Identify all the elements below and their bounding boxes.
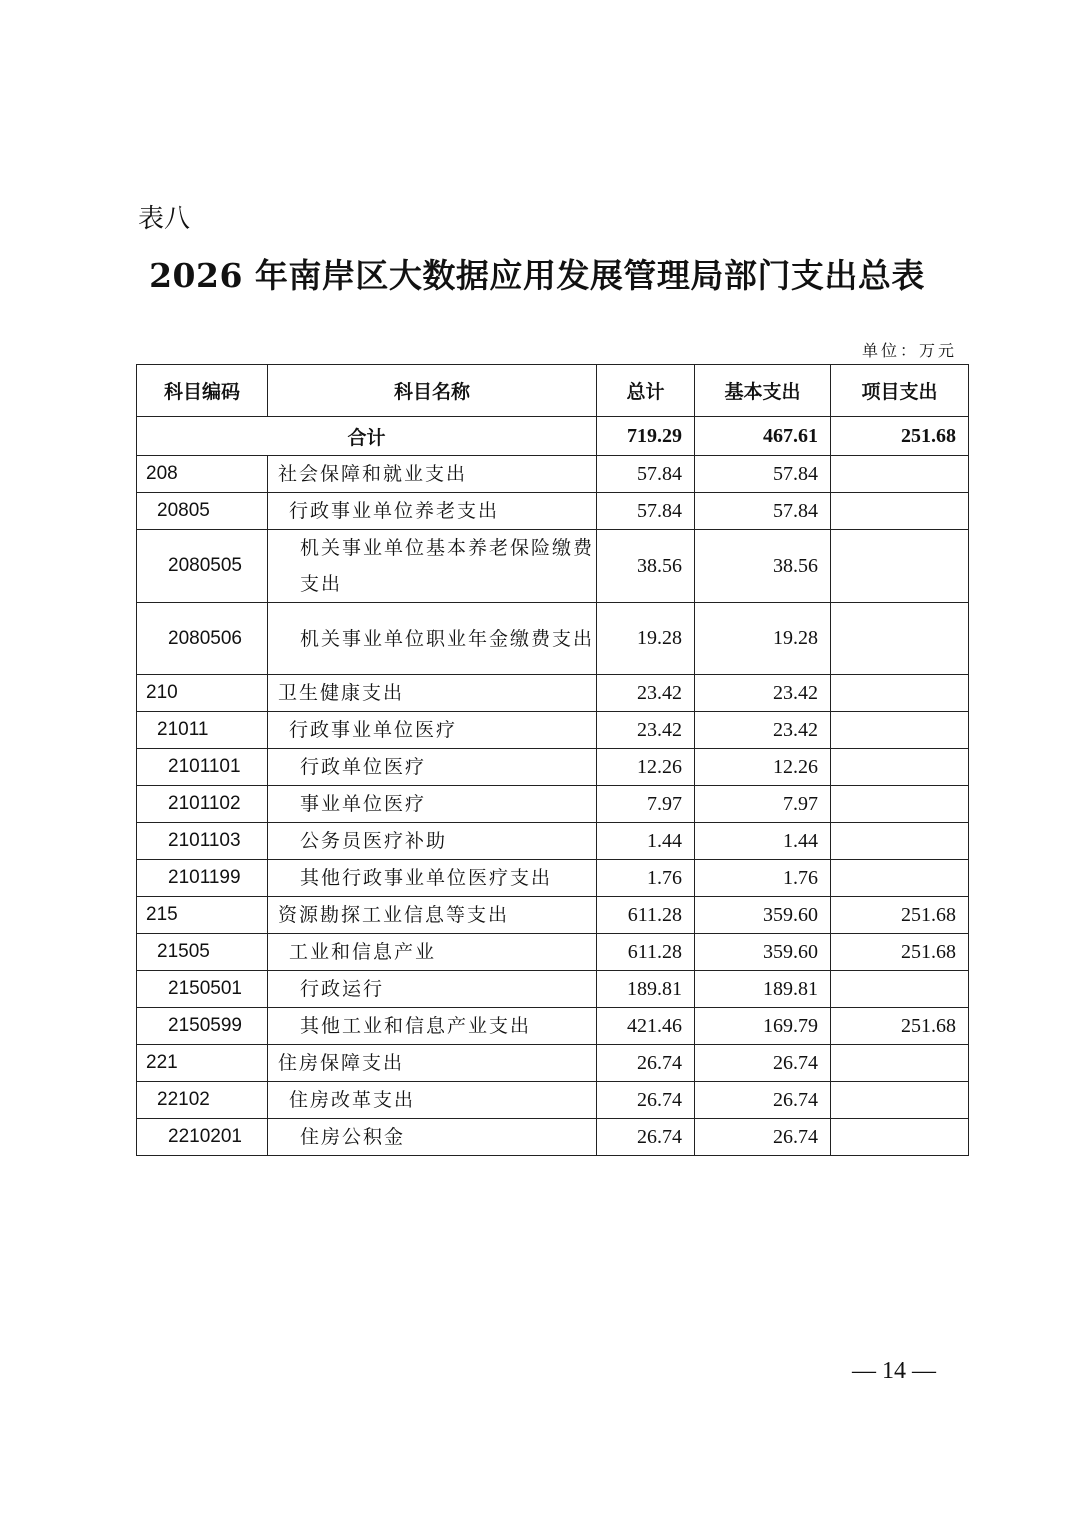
row-name: 公务员医疗补助	[268, 823, 597, 860]
row-basic: 23.42	[695, 712, 831, 749]
row-basic: 19.28	[695, 603, 831, 675]
row-code: 2080506	[137, 603, 268, 675]
header-name: 科目名称	[268, 365, 597, 417]
total-row	[137, 417, 969, 456]
row-name: 机关事业单位职业年金缴费支出	[268, 603, 597, 675]
row-project: 251.68	[831, 897, 969, 934]
row-total: 19.28	[597, 603, 695, 675]
row-project	[831, 786, 969, 823]
row-project	[831, 1082, 969, 1119]
header-total: 总计	[597, 365, 695, 417]
total-total: 719.29	[597, 417, 695, 456]
table-row	[137, 897, 969, 934]
row-total: 1.76	[597, 860, 695, 897]
row-basic: 23.42	[695, 675, 831, 712]
total-project: 251.68	[831, 417, 969, 456]
row-basic: 12.26	[695, 749, 831, 786]
header-project: 项目支出	[831, 365, 969, 417]
row-basic: 1.76	[695, 860, 831, 897]
row-name: 住房改革支出	[268, 1082, 597, 1119]
row-total: 611.28	[597, 934, 695, 971]
table-row	[137, 456, 969, 493]
row-code: 21011	[137, 712, 268, 749]
row-total: 611.28	[597, 897, 695, 934]
page-title: 2026 年南岸区大数据应用发展管理局部门支出总表	[149, 256, 925, 295]
row-basic: 7.97	[695, 786, 831, 823]
row-name: 行政事业单位医疗	[268, 712, 597, 749]
table-row	[137, 1082, 969, 1119]
row-code: 210	[137, 675, 268, 712]
table-row	[137, 971, 969, 1008]
row-code: 208	[137, 456, 268, 493]
row-code: 2101101	[137, 749, 268, 786]
row-name: 其他行政事业单位医疗支出	[268, 860, 597, 897]
table-header-row	[137, 365, 969, 417]
row-project	[831, 1045, 969, 1082]
table-row	[137, 823, 969, 860]
row-basic: 57.84	[695, 456, 831, 493]
row-code: 2150599	[137, 1008, 268, 1045]
row-basic: 57.84	[695, 493, 831, 530]
row-code: 21505	[137, 934, 268, 971]
row-project	[831, 823, 969, 860]
table-body	[137, 417, 969, 1156]
row-total: 23.42	[597, 675, 695, 712]
row-project	[831, 712, 969, 749]
table-row	[137, 1045, 969, 1082]
row-project	[831, 971, 969, 1008]
row-total: 26.74	[597, 1045, 695, 1082]
row-code: 2101102	[137, 786, 268, 823]
row-code: 221	[137, 1045, 268, 1082]
row-code: 22102	[137, 1082, 268, 1119]
row-code: 215	[137, 897, 268, 934]
row-basic: 26.74	[695, 1045, 831, 1082]
page-number-text: — 14 —	[852, 1358, 936, 1384]
row-name: 其他工业和信息产业支出	[268, 1008, 597, 1045]
row-name: 工业和信息产业	[268, 934, 597, 971]
row-project	[831, 493, 969, 530]
row-project	[831, 1119, 969, 1156]
row-name: 事业单位医疗	[268, 786, 597, 823]
row-total: 38.56	[597, 530, 695, 603]
row-total: 1.44	[597, 823, 695, 860]
row-project: 251.68	[831, 1008, 969, 1045]
row-project	[831, 860, 969, 897]
table-row	[137, 712, 969, 749]
row-name: 机关事业单位基本养老保险缴费支出	[268, 530, 597, 603]
row-basic: 359.60	[695, 934, 831, 971]
row-project	[831, 530, 969, 603]
row-total: 57.84	[597, 493, 695, 530]
table-row	[137, 493, 969, 530]
row-project	[831, 675, 969, 712]
row-name: 住房公积金	[268, 1119, 597, 1156]
row-basic: 26.74	[695, 1082, 831, 1119]
row-project	[831, 603, 969, 675]
table-row	[137, 860, 969, 897]
page-number	[0, 1358, 1074, 1385]
row-basic: 26.74	[695, 1119, 831, 1156]
row-code: 2210201	[137, 1119, 268, 1156]
row-name: 社会保障和就业支出	[268, 456, 597, 493]
total-basic: 467.61	[695, 417, 831, 456]
row-project: 251.68	[831, 934, 969, 971]
row-total: 12.26	[597, 749, 695, 786]
row-total: 7.97	[597, 786, 695, 823]
row-code: 2080505	[137, 530, 268, 603]
row-name: 行政单位医疗	[268, 749, 597, 786]
row-basic: 189.81	[695, 971, 831, 1008]
table-row	[137, 1119, 969, 1156]
row-project	[831, 456, 969, 493]
row-basic: 38.56	[695, 530, 831, 603]
table-row	[137, 603, 969, 675]
unit-label: 单位：万元	[861, 341, 957, 360]
row-total: 26.74	[597, 1082, 695, 1119]
row-name: 住房保障支出	[268, 1045, 597, 1082]
header-basic: 基本支出	[695, 365, 831, 417]
expenditure-table	[136, 364, 969, 1156]
row-code: 2101103	[137, 823, 268, 860]
row-total: 57.84	[597, 456, 695, 493]
row-name: 资源勘探工业信息等支出	[268, 897, 597, 934]
row-project	[831, 749, 969, 786]
row-basic: 169.79	[695, 1008, 831, 1045]
table-row	[137, 675, 969, 712]
row-basic: 359.60	[695, 897, 831, 934]
table-row	[137, 786, 969, 823]
row-name: 行政运行	[268, 971, 597, 1008]
table-row	[137, 934, 969, 971]
row-total: 421.46	[597, 1008, 695, 1045]
header-code: 科目编码	[137, 365, 268, 417]
row-code: 2101199	[137, 860, 268, 897]
total-label: 合计	[137, 417, 597, 456]
table-row	[137, 749, 969, 786]
row-total: 26.74	[597, 1119, 695, 1156]
row-basic: 1.44	[695, 823, 831, 860]
row-name: 卫生健康支出	[268, 675, 597, 712]
table-row	[137, 530, 969, 603]
row-code: 20805	[137, 493, 268, 530]
table-row	[137, 1008, 969, 1045]
row-total: 189.81	[597, 971, 695, 1008]
table-label: 表八	[138, 204, 191, 234]
row-code: 2150501	[137, 971, 268, 1008]
row-total: 23.42	[597, 712, 695, 749]
row-name: 行政事业单位养老支出	[268, 493, 597, 530]
